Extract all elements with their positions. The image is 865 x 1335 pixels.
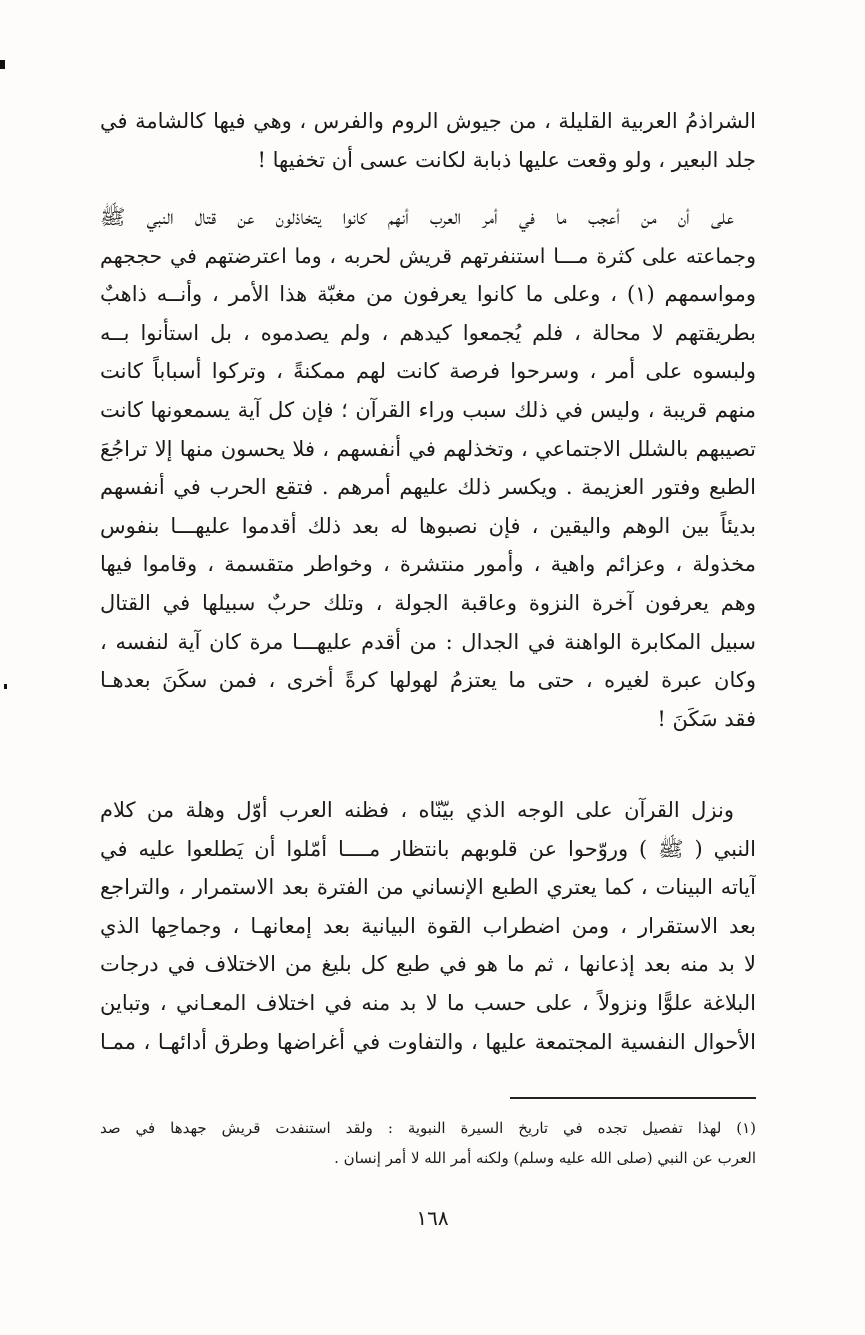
text-line: منهم قريبة ، وليس في ذلك سبب وراء القرآن ؛ فإن كل آية يسمعونها كانت (100, 397, 756, 422)
text-line: بطريقتهم لا محالة ، فلم يُجمعوا كيدهم ، ولم يصدموه ، بل استأنوا بــه (100, 320, 756, 345)
paragraph-3 (100, 791, 756, 1061)
paragraph-2 (100, 198, 756, 738)
text-line: وهم يعرفون آخرة النزوة وعاقبة الجولة ، وتلك حربٌ سبيلها في القتال (100, 590, 756, 615)
text-line: ومواسمهم (١) ، وعلى ما كانوا يعرفون من مغبّة هذا الأمر ، وأنــه ذاهبٌ (100, 282, 756, 307)
text-line: ونزل القرآن على الوجه الذي بيّنّاه ، فظنه العرب أوّل وهلة من كلام (100, 798, 734, 822)
text-line: الطبع وفتور العزيمة . ويكسر ذلك عليهم أمرهم . فتقع الحرب في أنفسهم (100, 475, 756, 500)
text-line: على أن من أعجب ما في أمر العرب أنهم كانوا يتخاذلون عن قتال النبي ﷺ (100, 205, 734, 229)
footnote-line: (١) لهذا تفصيل تجده في تاريخ السيرة النبوية : ولقد استنفدت قريش جهدها في صد (100, 1119, 756, 1137)
text-line: النبي ( ﷺ ) وروّحوا عن قلوبهم بانتظار مــــا أمّلوا أن يَطلعوا عليه في (100, 836, 756, 861)
text-line: الأحوال النفسية المجتمعة عليها ، والتفاوت في أغراضها وطرق أدائهـا ، ممـا (100, 1029, 756, 1054)
text-line: مخذولة ، وعزائم واهية ، وأمور منتشرة ، وخواطر متقسمة ، وقاموا فيها (100, 552, 756, 577)
text-line: لا بد منه بعد إذعانها ، ثم ما هو في طبع كل بليغ من الاختلاف في درجات (100, 952, 756, 977)
text-line: جلد البعير ، ولو وقعت عليها ذبابة لكانت عسى أن تخفيها ! (257, 147, 756, 172)
text-line: تصيبهم بالشلل الاجتماعي ، وتخذلهم في أنفسهم ، فلا يحسون منها إلا تراجُعَ (100, 436, 756, 461)
footnote-separator (510, 1097, 756, 1099)
scan-mark-mid-left (4, 684, 7, 689)
scan-mark-top-left (0, 60, 5, 69)
text-line: سبيل المكابرة الواهنة في الجدال : من أقدم عليهـــا مرة كان آية لنفسه ، (100, 629, 756, 654)
text-line: آياته البينات ، كما يعتري الطبع الإنساني من الفترة بعد الاستمرار ، والتراجع (100, 875, 756, 900)
text-line: وجماعته على كثرة مـــا استنفرتهم قريش لحربه ، وما اعترضتهم في حججهم (100, 243, 756, 268)
text-line: بديئاً بين الوهم واليقين ، فإن نصبوها له بعد ذلك أقدموا عليهـــا بنفوس (100, 513, 756, 538)
paragraph-1 (100, 102, 756, 179)
footnote (100, 1113, 756, 1173)
text-line: البلاغة علوًّا ونزولاً ، على حسب ما لا بد منه في اختلاف المعـاني ، وتباين (100, 990, 756, 1015)
text-line: وكان عبرة لغيره ، حتى ما يعتزمُ لهولها كرةً أخرى ، فمن سكَنَ بعدهـا (100, 668, 756, 693)
text-line: فقد سَكَنَ ! (657, 706, 756, 731)
text-line: بعد الاستقرار ، ومن اضطراب القوة البيانية بعد إمعانهـا ، وجماحِها الذي (100, 913, 756, 938)
text-line: ولبسوه على أمر ، وسرحوا فرصة كانت لهم ممكنةً ، وتركوا أسباباً كانت (100, 359, 756, 384)
footnote-line: العرب عن النبي (صلى الله عليه وسلم) ولكنه أمر الله لا أمر إنسان . (334, 1149, 756, 1167)
page-number: ١٦٨ (416, 1206, 449, 1230)
text-line: الشراذمُ العربية القليلة ، من جيوش الروم والفرس ، وهي فيها كالشامة في (100, 109, 756, 133)
